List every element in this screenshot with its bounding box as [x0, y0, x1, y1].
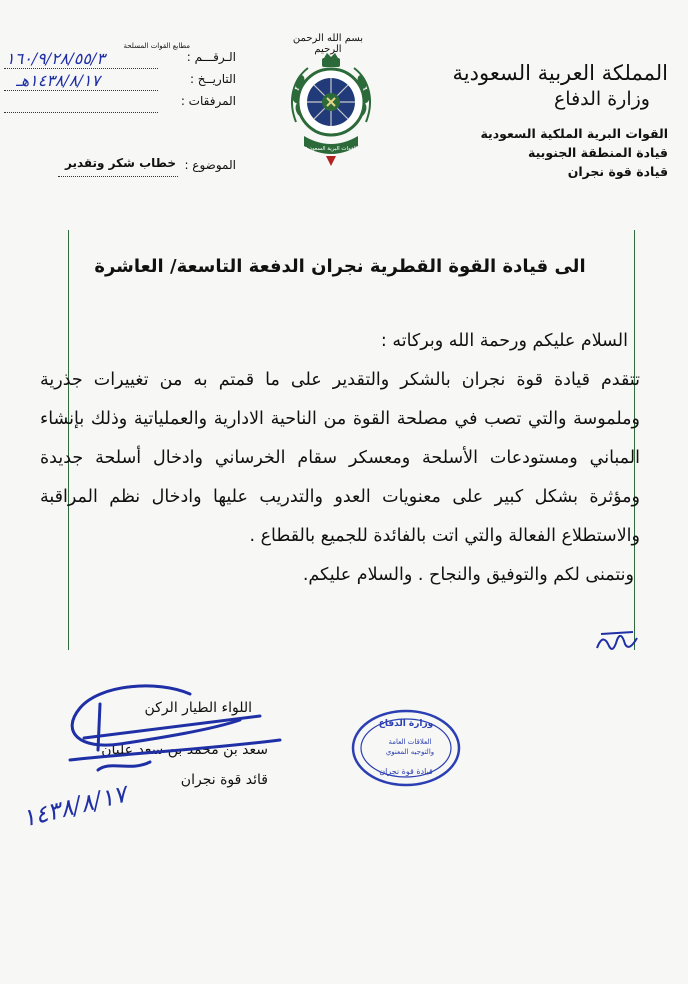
date-field	[4, 72, 236, 94]
ministry-name: وزارة الدفاع	[553, 88, 650, 110]
signature-scribble-icon	[40, 680, 290, 790]
closing: ونتمنى لكم والتوفيق والنجاح . والسلام عليكم.	[302, 565, 634, 585]
army-emblem-icon	[284, 52, 378, 170]
unit-line-3: قيادة قوة نجران	[567, 164, 668, 179]
letterhead-right	[453, 60, 668, 181]
letter-heading: الى قيادة القوة القطرية نجران الدفعة التاسعة/ العاشرة	[94, 256, 586, 277]
date-label: التاريــخ :	[189, 72, 236, 86]
subject-value: خطاب شكر وتقدير	[64, 156, 176, 170]
emblem-caption: القوات البرية السعودية	[305, 146, 357, 152]
number-value: ١٦٠/٩/٢٨/٥٥/٣	[6, 49, 105, 68]
stamp-office-2: والتوجيه المعنوي	[385, 748, 435, 756]
handwritten-date: ١٤٣٨/٨/١٧	[19, 779, 130, 833]
reference-fields	[4, 42, 236, 116]
letter-body	[40, 322, 640, 595]
ministry-stamp-icon	[350, 708, 462, 788]
signatory-name: سعد بن محمد بن سعد عليان	[101, 742, 268, 758]
number-field	[4, 50, 236, 72]
subject-label: الموضوع :	[184, 158, 236, 172]
kingdom-name: المملكة العربية السعودية	[452, 61, 668, 85]
unit-line-2: قيادة المنطقة الجنوبية	[528, 145, 668, 160]
stamp-unit: قيادة قوة نجران	[379, 767, 433, 776]
body-paragraph: تتقدم قيادة قوة نجران بالشكر والتقدير على ما قمتم به من تغييرات جذرية وملموسة والتي تصب في مصلحة القوة من الناحية الادارية والعملياتية وذلك بإنشاء المباني ومستودعات الأسلحة ومعسكر سقام الخرساني وادخال أسلحة جديدة ومؤثرة بشكل كبير على معنويات العدو والتدريب عليها وادخال نظم المراقبة والاستطلاع الفعالة والتي اتت بالفائدة للجميع بالقطاع .	[40, 370, 640, 546]
subject-field	[58, 158, 236, 178]
stamp-ministry: وزارة الدفاع	[378, 719, 434, 729]
date-value: ١٤٣٨/٨/١٧هـ	[16, 71, 101, 90]
number-label: الـرقـــم :	[186, 50, 236, 64]
initials-scribble-icon	[593, 628, 641, 658]
unit-line-1: القوات البرية الملكية السعودية	[480, 126, 668, 141]
greeting: السلام عليكم ورحمة الله وبركاته :	[380, 331, 628, 351]
basmala: بسم الله الرحمن الرحيم	[292, 33, 364, 55]
attachments-label: المرفقات :	[180, 94, 236, 108]
print-note: مطابع القوات المسلحة	[123, 42, 190, 50]
signatory-rank: اللواء الطيار الركن	[144, 700, 252, 716]
signatory-title: قائد قوة نجران	[180, 772, 268, 788]
attachments-field	[4, 94, 236, 116]
stamp-office-1: العلاقات العامة	[388, 738, 432, 746]
